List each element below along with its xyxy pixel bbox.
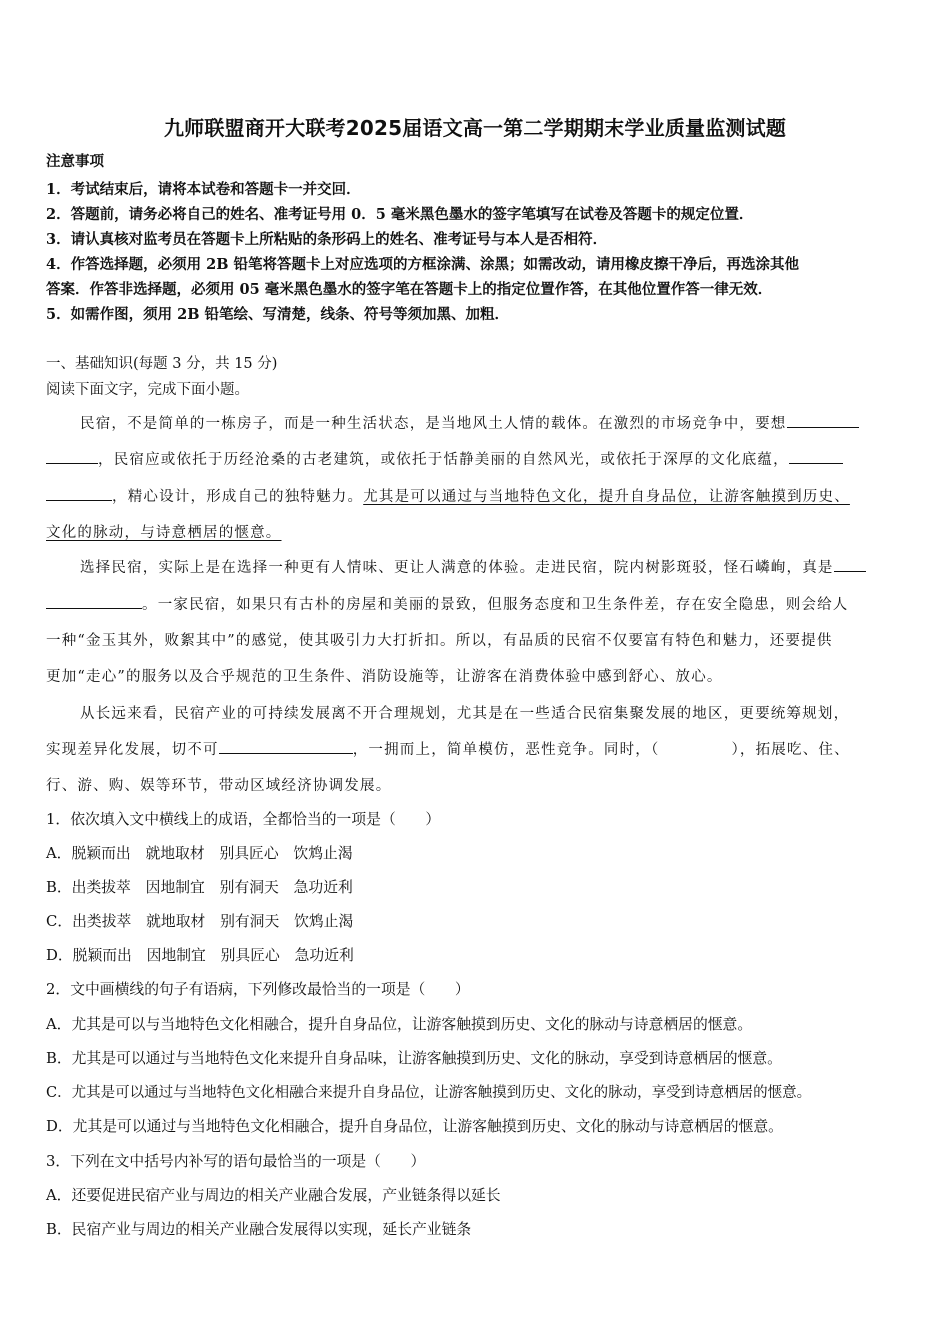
section-intro: 阅读下面文字，完成下面小题。	[46, 382, 249, 398]
passage-text: ），拓展吃、住、	[731, 742, 850, 758]
option-d: D．尤其是可以通过与当地特色文化相融合，提升自身品位，让游客触摸到历史、文化的脉动与诗意栖居的惬意。	[46, 1118, 783, 1135]
option-a: A．脱颖而出 就地取材 别具匠心 饮鸩止渴	[46, 845, 353, 862]
fill-blank	[834, 557, 866, 572]
passage-text: ，一拥而上，简单模仿，恶性竞争。同时，（	[352, 742, 660, 758]
fill-blank	[46, 449, 98, 464]
option-a: A．还要促进民宿产业与周边的相关产业融合发展，产业链条得以延长	[46, 1187, 501, 1204]
passage-line	[80, 556, 866, 577]
option-b: B．民宿产业与周边的相关产业融合发展得以实现，延长产业链条	[46, 1221, 472, 1238]
page-title: 九师联盟商开大联考2025届语文高一第二学期期末学业质量监测试题	[163, 116, 787, 140]
passage-line	[46, 448, 843, 469]
passage-line	[80, 412, 859, 433]
passage-line: 从长远来看，民宿产业的可持续发展离不开合理规划，尤其是在一些适合民宿集聚发展的地区，更要统筹规划，	[80, 706, 850, 722]
passage-line	[46, 521, 282, 542]
passage-line: 行、游、购、娱等环节，带动区域经济协调发展。	[46, 778, 392, 794]
passage-line	[46, 485, 850, 506]
fill-blank	[46, 486, 112, 501]
passage-text: 实现差异化发展，切不可	[46, 742, 219, 758]
passage-text: 。一家民宿，如果只有古朴的房屋和美丽的景致，但服务态度和卫生条件差，存在安全隐患，则会给人	[142, 597, 849, 613]
passage-line: 更加“走心”的服务以及合乎规范的卫生条件、消防设施等，让游客在消费体验中感到舒心、放心。	[46, 669, 723, 685]
notice-item: 答案．作答非选择题，必须用 05 毫米黑色墨水的签字笔在答题卡上的指定位置作答，在其他位置作答一律无效．	[46, 281, 773, 298]
passage-text: 选择民宿，实际上是在选择一种更有人情味、更让人满意的体验。走进民宿，院内树影斑驳，怪石嶙峋，真是	[80, 560, 834, 576]
underlined-sentence: 文化的脉动，与诗意栖居的惬意。	[46, 525, 282, 541]
passage-line: 一种“金玉其外，败絮其中”的感觉，使其吸引力大打折扣。所以，有品质的民宿不仅要富有特色和魅力，还要提供	[46, 633, 833, 649]
notice-item: 4．作答选择题，必须用 2B 铅笔将答题卡上对应选项的方框涂满、涂黑；如需改动，请用橡皮擦干净后，再选涂其他	[46, 256, 800, 273]
underlined-sentence: 尤其是可以通过与当地特色文化，提升自身品位，让游客触摸到历史、	[363, 489, 850, 505]
option-d: D．脱颖而出 因地制宜 别具匠心 急功近利	[46, 947, 354, 964]
notice-item: 1．考试结束后，请将本试卷和答题卡一并交回．	[46, 181, 361, 198]
option-b: B．尤其是可以通过与当地特色文化来提升自身品味，让游客触摸到历史、文化的脉动，享受到诗意栖居的惬意。	[46, 1050, 782, 1067]
passage-text: 民宿，不是简单的一栋房子，而是一种生活状态，是当地风土人情的载体。在激烈的市场竞争中，要想	[80, 416, 787, 432]
question-stem: 3．下列在文中括号内补写的语句最恰当的一项是（ ）	[46, 1153, 426, 1170]
option-a: A．尤其是可以与当地特色文化相融合，提升自身品位，让游客触摸到历史、文化的脉动与诗意栖居的惬意。	[46, 1016, 753, 1033]
question-stem: 2．文中画横线的句子有语病，下列修改最恰当的一项是（ ）	[46, 981, 470, 998]
notice-heading: 注意事项	[46, 153, 104, 170]
fill-blank	[789, 449, 843, 464]
notice-item: 5．如需作图，须用 2B 铅笔绘、写清楚，线条、符号等须加黑、加粗．	[46, 306, 510, 323]
option-c: C．出类拔萃 就地取材 别有洞天 饮鸩止渴	[46, 913, 354, 930]
fill-blank	[219, 739, 353, 754]
passage-line	[46, 593, 849, 614]
passage-line	[46, 738, 850, 759]
question-stem: 1．依次填入文中横线上的成语，全都恰当的一项是（ ）	[46, 811, 441, 828]
fill-blank	[787, 413, 859, 428]
fill-blank	[46, 594, 142, 609]
notice-item: 2．答题前，请务必将自己的姓名、准考证号用 0．5 毫米黑色墨水的签字笔填写在试卷及答题卡的规定位置．	[46, 206, 754, 223]
notice-item: 3．请认真核对监考员在答题卡上所粘贴的条形码上的姓名、准考证号与本人是否相符．	[46, 231, 608, 248]
option-b: B．出类拔萃 因地制宜 别有洞天 急功近利	[46, 879, 353, 896]
section-heading: 一、基础知识(每题 3 分，共 15 分)	[46, 356, 278, 372]
passage-text: ，民宿应或依托于历经沧桑的古老建筑，或依托于恬静美丽的自然风光，或依托于深厚的文化底蕴，	[98, 452, 789, 468]
option-c: C．尤其是可以通过与当地特色文化相融合来提升自身品位，让游客触摸到历史、文化的脉动，享受到诗意栖居的惬意。	[46, 1085, 812, 1101]
passage-text: ，精心设计，形成自己的独特魅力。	[112, 489, 364, 505]
